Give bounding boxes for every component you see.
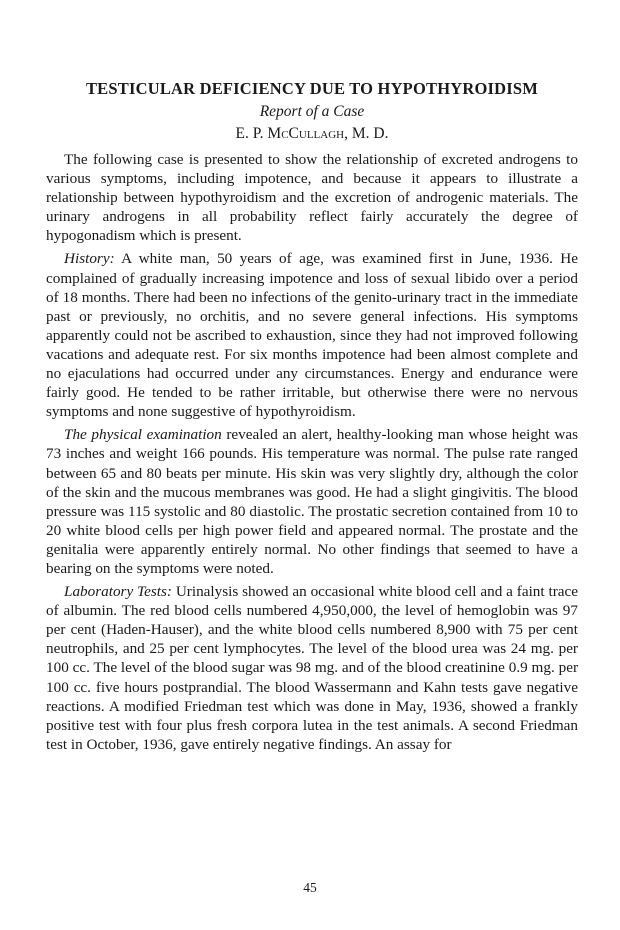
paragraph-text: revealed an alert, healthy-looking man whose height was 73 inches and weight 166 pounds. His temperature was normal. The pulse rate ranged between 65 and 80 beats per minute. His skin was very slightly dry, although the color of the skin and the mucous membranes was good. He had a slight gingivitis. The blood pressure was 115 systolic and 80 diastolic. The prostatic secretion contained from 10 to 20 white blood cells per high power field and appeared normal. The prostate and the genitalia were apparently entirely normal. No other findings that seemed to have a bearing on the symptoms were noted. <box>46 426 578 577</box>
article-body <box>46 150 578 754</box>
paragraph-text: Urinalysis showed an occasional white blood cell and a faint trace of albumin. The red blood cells numbered 4,950,000, the level of hemoglobin was 97 per cent (Haden-Hauser), and the white blood cells numbered 8,900 with 75 per cent neutrophils, and 25 per cent lymphocytes. The level of the blood urea was 24 mg. per 100 cc. The level of the blood sugar was 98 mg. and of the blood creatinine 0.9 mg. per 100 cc. five hours postprandial. The blood Wassermann and Kahn tests gave negative reactions. A modified Friedman test which was done in May, 1936, showed a frankly positive test with four plus fresh corpora lutea in the test animals. A second Friedman test in October, 1936, gave entirely negative findings. An assay for <box>46 583 578 753</box>
paragraph-lead: Laboratory Tests: <box>64 583 172 601</box>
paragraph-laboratory-tests <box>46 582 578 754</box>
paragraph-history <box>46 249 578 421</box>
paragraph-intro <box>46 150 578 245</box>
author-initials: E. P. <box>235 125 268 142</box>
article-page <box>46 78 578 758</box>
article-author <box>46 124 578 144</box>
author-degree: , M. D. <box>344 125 389 142</box>
article-title: TESTICULAR DEFICIENCY DUE TO HYPOTHYROIDISM <box>85 79 539 98</box>
article-subtitle: Report of a Case <box>259 103 365 120</box>
paragraph-lead: The physical examination <box>64 426 222 444</box>
page-number: 45 <box>303 880 317 895</box>
paragraph-text: The following case is presented to show the relationship of excreted androgens to various symptoms, including impotence, and because it appears to illustrate a relationship between hypothyroidism and the excretion of androgenic materials. The urinary androgens in all probability reflect fairly accurately the degree of hypogonadism which is present. <box>46 151 578 245</box>
paragraph-lead: History: <box>64 250 115 268</box>
paragraph-text: A white man, 50 years of age, was examined first in June, 1936. He complained of gradually increasing impotence and loss of sexual libido over a period of 18 months. There had been no infections of the genito-urinary tract in the immediate past or previously, no orchitis, and no severe general infections. His symptoms apparently could not be ascribed to exhaustion, since they had not improved following vacations and adequate rest. For six months impotence had been almost complete and no ejaculations had occurred under any circumstances. Energy and endurance were fairly good. He tended to be rather irritable, but otherwise there were no nervous symptoms and none suggestive of hypothyroidism. <box>46 250 578 421</box>
paragraph-physical-examination <box>46 425 578 578</box>
author-surname: McCullagh <box>267 125 345 142</box>
